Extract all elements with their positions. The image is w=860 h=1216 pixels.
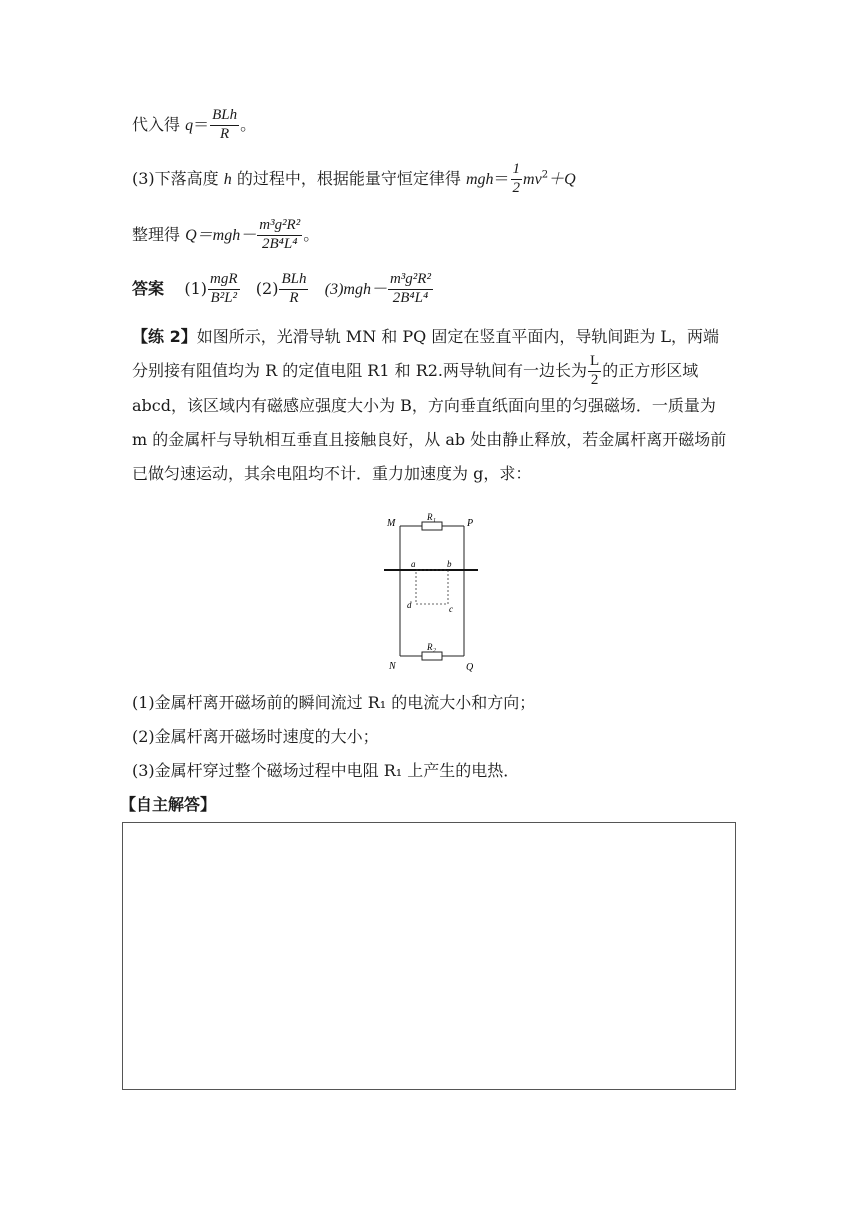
label-d: d (407, 600, 412, 610)
answer-p2-frac (279, 272, 308, 307)
answer-p3: (3)mgh－ (324, 280, 387, 298)
line1-frac-num: BLh (210, 108, 239, 126)
answer-p1-frac (208, 272, 240, 307)
line2-half-den: 2 (512, 179, 521, 196)
label-Q: Q (466, 662, 474, 673)
answer-line (132, 272, 434, 307)
line3-Q: Q (185, 226, 197, 244)
label-a: a (411, 559, 416, 569)
answer-p1: (1) (184, 278, 208, 298)
line3-eq: ＝mgh－ (196, 226, 257, 244)
solution-line-1 (132, 108, 256, 143)
line1-prefix: 代入得 (132, 114, 181, 134)
self-answer-label: 【自主解答】 (120, 795, 217, 814)
label-R1: R (427, 512, 433, 522)
answer-p1-num: mgR (208, 272, 240, 290)
label-b: b (447, 559, 452, 569)
problem-text-a: 如图所示，光滑导轨 MN 和 PQ 固定在竖直平面内，导轨间距为 L，两端分别接有阻值均为 R 的定值电阻 R1 和 R2.两导轨间有一边长为 (132, 327, 720, 380)
label-R2: R (427, 642, 433, 652)
line1-fraction (210, 108, 239, 143)
solution-line-2 (132, 162, 576, 197)
line2-eq: ＝ (493, 168, 510, 188)
line2-plusQ: ＋Q (548, 170, 576, 188)
answer-p3-frac (388, 272, 433, 307)
line2-text: (3)下落高度 (132, 168, 219, 188)
answer-p2: (2) (255, 278, 279, 298)
line3-frac-num: m³g²R² (257, 218, 302, 236)
label-P: P (467, 518, 474, 529)
answer-p2-den: R (289, 289, 299, 306)
answer-box[interactable] (122, 822, 736, 1090)
line2-half-num: 1 (511, 162, 523, 180)
label-N: N (389, 661, 396, 672)
line1-frac-den: R (220, 125, 230, 142)
line2-half (511, 162, 523, 197)
problem-fraction (588, 354, 601, 389)
answer-p3-den: 2B⁴L⁴ (392, 289, 429, 306)
line3-fraction (257, 218, 302, 253)
line2-h: h (223, 170, 232, 188)
question-1: (1)金属杆离开磁场前的瞬间流过 R₁ 的电流大小和方向； (132, 693, 536, 712)
line1-eq: ＝ (193, 114, 210, 134)
line1-var: q (185, 116, 194, 134)
problem-frac-den: 2 (590, 372, 599, 388)
line2-mgh: mgh (465, 170, 494, 188)
answer-label: 答案 (132, 278, 165, 298)
question-2: (2)金属杆离开磁场时速度的大小； (132, 727, 379, 746)
label-c: c (449, 604, 453, 614)
line2-text2: 的过程中，根据能量守恒定律得 (236, 168, 461, 188)
solution-line-3 (132, 218, 319, 253)
label-R2-sub: 2 (433, 648, 436, 654)
answer-p2-num: BLh (279, 272, 308, 290)
line3-prefix: 整理得 (132, 224, 181, 244)
problem-tag: 【练 2】 (132, 327, 197, 346)
line1-end: 。 (240, 114, 257, 134)
answer-p3-num: m³g²R² (388, 272, 433, 290)
problem-text-b: 的正方形区域 abcd，该区域内有磁感应强度大小为 B，方向垂直纸面向里的匀强磁场．一质量为 m 的金属杆与导轨相互垂直且接触良好，从 ab 处由静止释放，若金属杆离开磁场前已做匀速运动，其余电阻均不计．重力加速度为 g，求： (132, 361, 727, 483)
problem-text (132, 320, 732, 491)
label-R1-sub: 1 (433, 518, 436, 524)
label-M: M (387, 518, 396, 529)
line2-sq: 2 (541, 169, 549, 181)
line2-mv: mv (523, 170, 542, 188)
question-3: (3)金属杆穿过整个磁场过程中电阻 R₁ 上产生的电热． (132, 761, 520, 780)
circuit-figure (380, 512, 486, 676)
answer-p1-den: B²L² (210, 289, 238, 306)
line3-end: 。 (303, 224, 320, 244)
problem-frac-num: L (588, 354, 601, 372)
line3-frac-den: 2B⁴L⁴ (262, 235, 298, 252)
